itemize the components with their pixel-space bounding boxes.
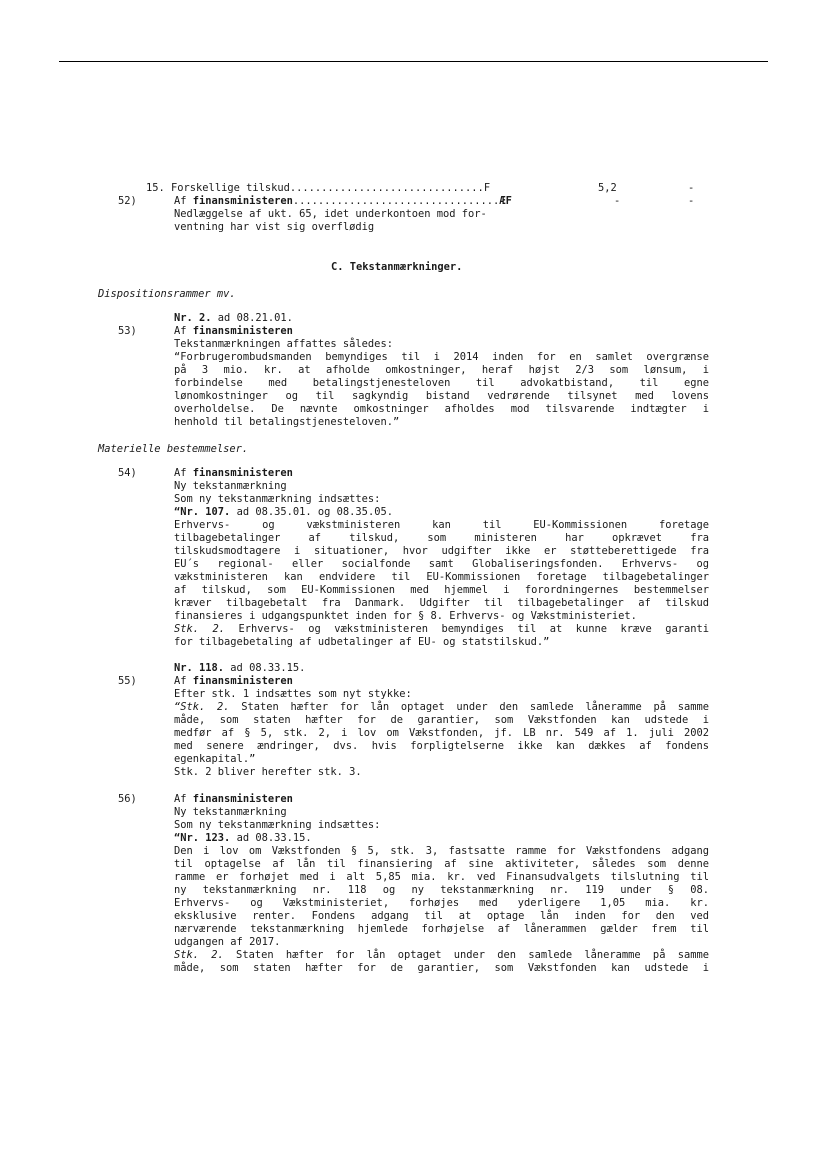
text-line: eksklusive renter. Fondens adgang til at optage lån inden for den ved [174, 910, 709, 922]
text-line: med senere ændringer, dvs. hvis forpligtelserne ikke kan dækkes af fondens [174, 740, 709, 752]
text-line: Erhvervs- og Vækstministeriet, forhøjes med yderligere 1,05 mia. kr. [174, 897, 709, 909]
text-line: Stk. 2. Erhvervs- og vækstministeren bemyndiges til at kunne kræve garanti [174, 623, 709, 635]
text-line: finansieres i udgangspunktet inden for § 8. Erhvervs- og Vækstministeriet. [174, 610, 637, 622]
item-56-nr: “Nr. 123. ad 08.33.15. [174, 832, 312, 844]
item-56-line-1: Ny tekstanmærkning [174, 806, 287, 818]
item-52-text-2: ventning har vist sig overflødig [174, 221, 375, 233]
item-54-line-1: Ny tekstanmærkning [174, 480, 287, 492]
subheading-materielle: Materielle bestemmelser. [98, 443, 249, 455]
item-55-intro: Efter stk. 1 indsættes som nyt stykke: [174, 688, 412, 700]
item-56-line-2: Som ny tekstanmærkning indsættes: [174, 819, 381, 831]
item-53-text [174, 351, 709, 429]
text-line: kræver tilbagebetalt fra Danmark. Udgifter til tilbagebetalinger af tilskud [174, 597, 709, 609]
item-52-number: 52) [118, 195, 137, 207]
item-53-number: 53) [118, 325, 137, 337]
text-line: Erhvervs- og vækstministeren kan til EU-Kommissionen foretage [174, 519, 709, 531]
text-line: nærværende tekstanmærkning hjemlede forhøjelse af lånerammen gælder frem til [174, 923, 709, 935]
text-line: “Stk. 2. Staten hæfter for lån optaget under den samlede låneramme på samme [174, 701, 709, 713]
item-55-heading: Af finansministeren [174, 675, 293, 687]
text-line: lønomkostninger og til sagkyndig bistand vedrørende tilsynet med lovens [174, 390, 709, 402]
text-line: ny tekstanmærkning nr. 118 og ny tekstanmærkning nr. 119 under § 08. [174, 884, 709, 896]
header-rule [59, 61, 768, 62]
text-line: medfør af § 5, stk. 2, i lov om Vækstfonden, jf. LB nr. 549 af 1. juli 2002 [174, 727, 709, 739]
item-54-nr: “Nr. 107. ad 08.35.01. og 08.35.05. [174, 506, 393, 518]
item-54-text [174, 519, 709, 649]
text-line: egenkapital.” [174, 753, 256, 765]
row-15-label: 15. Forskellige tilskud...............................F [146, 182, 491, 194]
row-15-value: 5,2 [598, 182, 617, 194]
item-56-text [174, 845, 709, 975]
item-52-text-1: Nedlæggelse af ukt. 65, idet underkontoen mod for- [174, 208, 487, 220]
item-54-line-2: Som ny tekstanmærkning indsættes: [174, 493, 381, 505]
item-55-nr: Nr. 118. ad 08.33.15. [174, 662, 306, 674]
item-55-outro: Stk. 2 bliver herefter stk. 3. [174, 766, 362, 778]
text-line: “Forbrugerombudsmanden bemyndiges til i 2014 inden for en samlet overgrænse [174, 351, 709, 363]
text-line: Stk. 2. Staten hæfter for lån optaget under den samlede låneramme på samme [174, 949, 709, 961]
text-line: tilbagebetalinger af tilskud, som ministeren har opkrævet fra [174, 532, 709, 544]
text-line: ramme er forhøjet med i alt 5,85 mia. kr. ved Finansudvalgets tilslutning til [174, 871, 709, 883]
text-line: måde, som staten hæfter for de garantier, som Vækstfonden kan udstede i [174, 714, 709, 726]
item-53-heading: Af finansministeren [174, 325, 293, 337]
item-53-intro: Tekstanmærkningen affattes således: [174, 338, 393, 350]
text-line: henhold til betalingstjenesteloven.” [174, 416, 400, 428]
text-line: af tilskud, som EU-Kommissionen med hjemmel i forordningernes bestemmelser [174, 584, 709, 596]
item-52-heading: Af finansministeren.................................ÆF [174, 195, 512, 207]
item-56-heading: Af finansministeren [174, 793, 293, 805]
item-54-heading: Af finansministeren [174, 467, 293, 479]
text-line: forbindelse med betalingstjenesteloven til advokatbistand, til egne [174, 377, 709, 389]
section-title: C. Tekstanmærkninger. [331, 261, 463, 273]
item-52-value: - [614, 195, 621, 207]
subheading-disposition: Dispositionsrammer mv. [98, 288, 236, 300]
text-line: måde, som staten hæfter for de garantier, som Vækstfonden kan udstede i [174, 962, 709, 974]
text-line: EU´s regional- eller socialfonde samt Globaliseringsfonden. Erhvervs- og [174, 558, 709, 570]
text-line: Den i lov om Vækstfonden § 5, stk. 3, fastsatte ramme for Vækstfondens adgang [174, 845, 709, 857]
text-line: udgangen af 2017. [174, 936, 281, 948]
text-line: vækstministeren kan endvidere til EU-Kommissionen foretage tilbagebetalinger [174, 571, 709, 583]
text-line: til optagelse af lån til finansiering af sine aktiviteter, således som denne [174, 858, 709, 870]
item-53-nr: Nr. 2. ad 08.21.01. [174, 312, 293, 324]
item-52-value2: - [688, 195, 695, 207]
text-line: på 3 mio. kr. at afholde omkostninger, heraf højst 2/3 som lønsum, i [174, 364, 709, 376]
text-line: tilskudsmodtagere i situationer, hvor udgifter ikke er støtteberettigede fra [174, 545, 709, 557]
row-15-value2: - [688, 182, 695, 194]
text-line: for tilbagebetaling af udbetalinger af EU- og statstilskud.” [174, 636, 550, 648]
text-line: overholdelse. De nævnte omkostninger afholdes mod tilsvarende indtægter i [174, 403, 709, 415]
item-55-text [174, 701, 709, 766]
item-55-number: 55) [118, 675, 137, 687]
item-54-number: 54) [118, 467, 137, 479]
item-56-number: 56) [118, 793, 137, 805]
